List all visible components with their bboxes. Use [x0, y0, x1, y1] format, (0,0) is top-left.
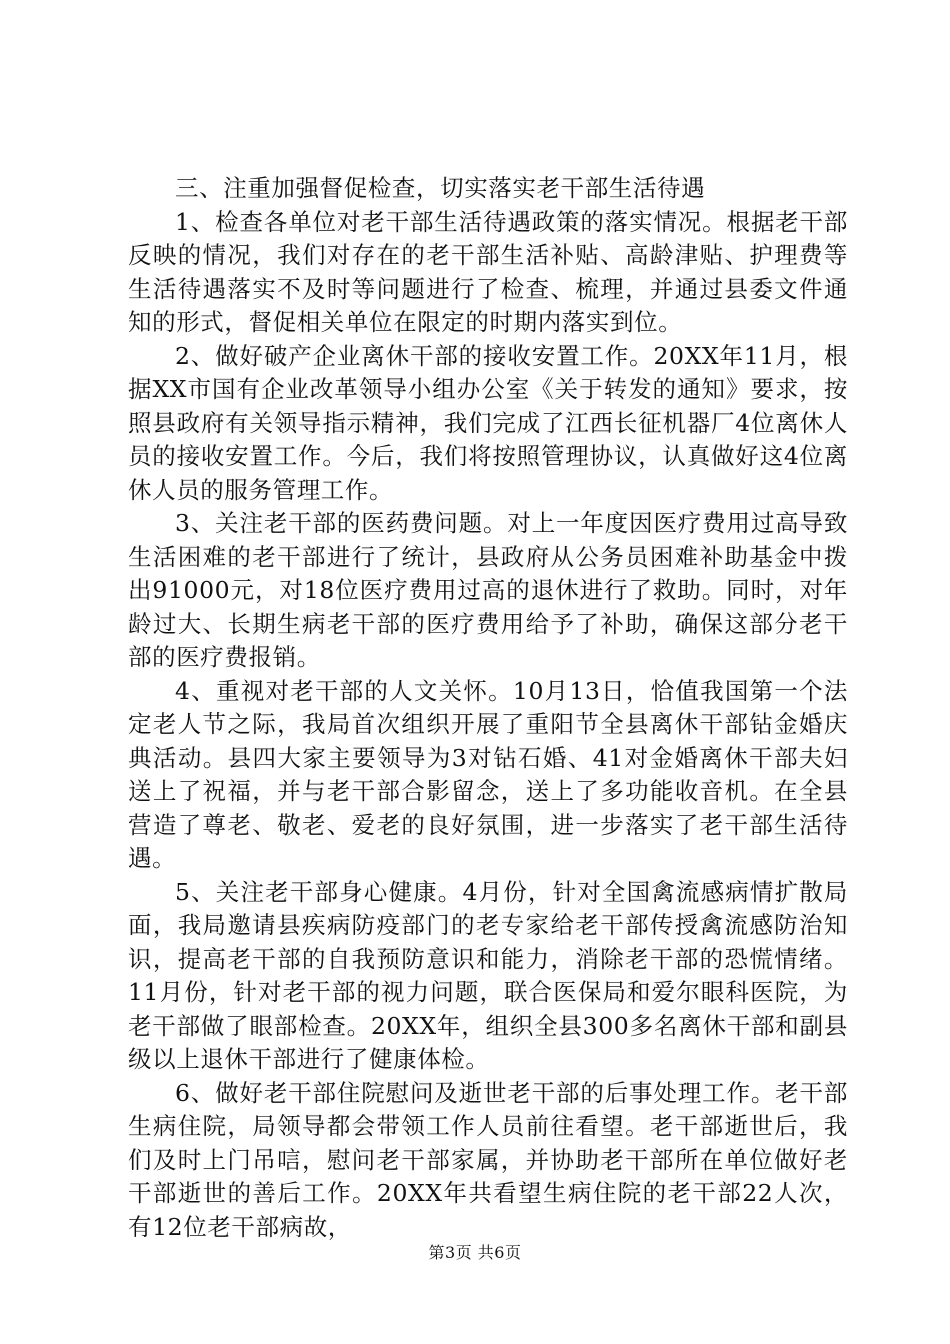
page-number-footer: 第3页 共6页 [428, 1243, 522, 1262]
paragraph-5: 5、关注老干部身心健康。4月份，针对全国禽流感病情扩散局面，我局邀请县疾病防疫部门的老专家给老干部传授禽流感防治知识，提高老干部的自我预防意识和能力，消除老干部的恐慌情绪。11月份，针对老干部的视力问题，联合医保局和爱尔眼科医院，为老干部做了眼部检查。20XX年，组织全县300多名离休干部和副县级以上退休干部进行了健康体检。 [128, 877, 848, 1073]
paragraph-4: 4、重视对老干部的人文关怀。10月13日，恰值我国第一个法定老人节之际，我局首次组织开展了重阳节全县离休干部钻金婚庆典活动。县四大家主要领导为3对钻石婚、41对金婚离休干部夫妇送上了祝福，并与老干部合影留念，送上了多功能收音机。在全县营造了尊老、敬老、爱老的良好氛围，进一步落实了老干部生活待遇。 [128, 676, 848, 872]
section-heading: 三、注重加强督促检查，切实落实老干部生活待遇 [175, 174, 706, 202]
paragraph-2: 2、做好破产企业离休干部的接收安置工作。20XX年11月，根据XX市国有企业改革领导小组办公室《关于转发的通知》要求，按照县政府有关领导指示精神，我们完成了江西长征机器厂4位离休人员的接收安置工作。今后，我们将按照管理协议，认真做好这4位离休人员的服务管理工作。 [128, 341, 848, 504]
paragraph-6: 6、做好老干部住院慰问及逝世老干部的后事处理工作。老干部生病住院，局领导都会带领工作人员前往看望。老干部逝世后，我们及时上门吊唁，慰问老干部家属，并协助老干部所在单位做好老干部逝世的善后工作。20XX年共看望生病住院的老干部22人次，有12位老干部病故， [128, 1078, 848, 1241]
paragraph-3: 3、关注老干部的医药费问题。对上一年度因医疗费用过高导致生活困难的老干部进行了统计，县政府从公务员困难补助基金中拨出91000元，对18位医疗费用过高的退休进行了救助。同时，对年龄过大、长期生病老干部的医疗费用给予了补助，确保这部分老干部的医疗费报销。 [128, 509, 848, 671]
paragraph-1: 1、检查各单位对老干部生活待遇政策的落实情况。根据老干部反映的情况，我们对存在的老干部生活补贴、高龄津贴、护理费等生活待遇落实不及时等问题进行了检查、梳理，并通过县委文件通知的形式，督促相关单位在限定的时期内落实到位。 [128, 207, 848, 336]
document-body [128, 172, 848, 1244]
